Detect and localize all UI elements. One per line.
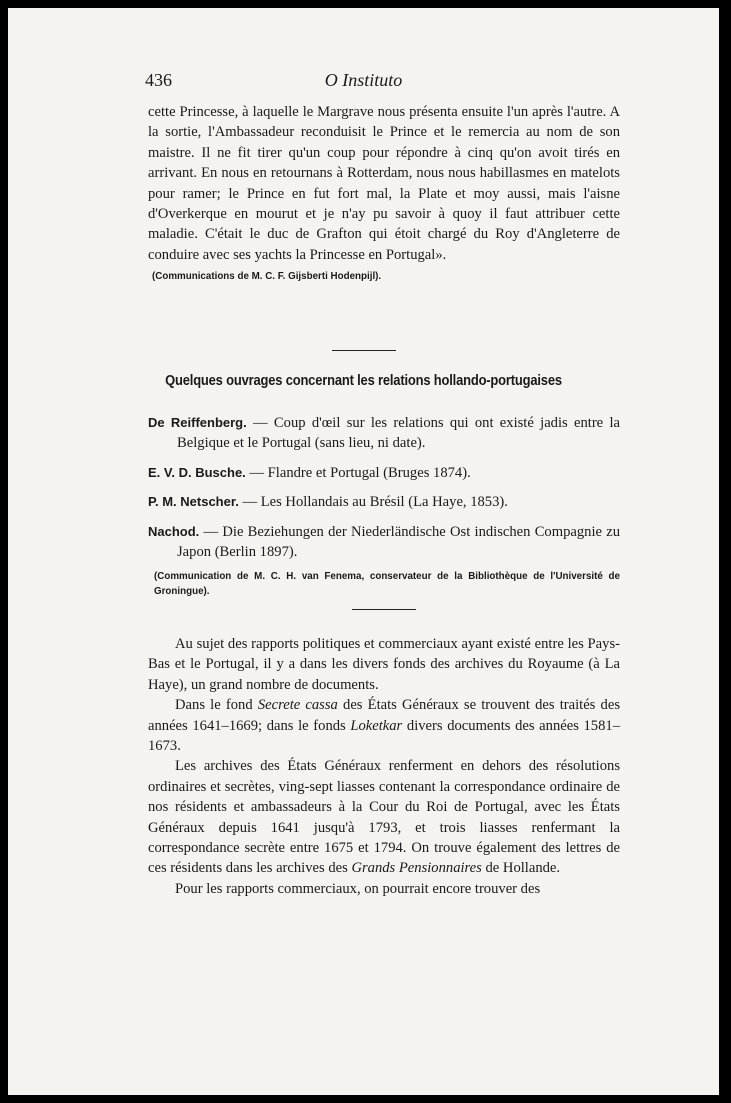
entry-text: — Die Beziehungen der Niederländische Ost indischen Compagnie zu Japon (Berlin 1897). [177,523,620,561]
document-page [8,8,719,1095]
bibliography-entry [148,492,620,512]
entry-author: De Reiffenberg. [148,415,247,430]
running-title: O Instituto [324,70,403,90]
bibliography-entry [148,463,620,483]
section-divider-top [332,350,396,351]
entry-author: P. M. Netscher. [148,494,239,510]
text-run: Dans le fond [175,697,258,714]
italic-run: Grands Pensionnaires [351,860,482,877]
closing-paragraph-1: Au sujet des rapports politiques et commerciaux ayant existé entre les Pays-Bas et le Portugal, il y a dans les divers fonds des archives du Royaume (à La Haye), un grand nombre de documents. [148,636,620,693]
text-run: Les archives des États Généraux renferment en dehors des résolutions ordinaires et secrètes, ving-sept liasses contenant la correspondance ordinaire de nos résidents et ambassadeurs à la Cour du Roi de Portugal, avec les États Généraux depuis 1641 jusqu'à 1793, et trois liasses renfermant la correspondance secrète entre 1675 et 1794. On trouve également des lettres de ces résidents dans les archives des [148,758,620,877]
entry-author: E. V. D. Busche. [148,464,246,480]
section-title: Quelques ouvrages concernant les relations hollando-portugaises [165,373,562,389]
entry-text: — Coup d'œil sur les relations qui ont existé jadis entre la Belgique et le Portugal (sans lieu, ni date). [177,415,620,452]
italic-run: Loketkar [350,717,403,734]
closing-block [148,634,620,899]
entry-text: — Les Hollandais au Brésil (La Haye, 1853). [238,494,508,511]
page-header [8,66,719,96]
section-note: (Communication de M. C. H. van Fenema, conservateur de la Bibliothèque de l'Université de Groningue). [154,571,620,598]
text-run: divers documents des années 1581–1673. [148,717,620,755]
page-number: 436 [145,70,172,90]
closing-paragraph-4: Pour les rapports commerciaux, on pourrait encore trouver des [175,880,541,897]
bibliography-entry [148,522,620,563]
intro-note: (Communications de M. C. F. Gijsberti Hodenpijl). [152,271,382,283]
intro-paragraph: cette Princesse, à laquelle le Margrave nous présenta ensuite l'un après l'autre. A la sortie, l'Ambassadeur reconduisit le Prince et le remercia au nom de son maistre. Il ne fit tirer qu'un coup pour répondre à cinq qu'on avoit tirés en arrivant. En nous en retournans à Rotterdam, nous nous habillasmes en matelots pour ramer; le Prince en fut fort mal, la Plate et moy aussi, mais l'aisne d'Overkerque en mourut et je n'ay pu savoir à quoy il faut attribuer cette maladie. C'était le duc de Grafton qui étoit chargé du Roy d'Angleterre de conduire avec ses yachts la Princesse en Portugal». [148,104,620,263]
text-run: de Hollande. [481,860,561,877]
entry-text: — Flandre et Portugal (Bruges 1874). [245,464,471,481]
section-divider-bottom [352,609,416,610]
entry-author: Nachod. [148,523,200,539]
bibliography-entry [148,413,620,454]
closing-paragraph-3 [148,756,620,878]
intro-block [148,102,620,284]
bibliography-list [148,413,620,599]
text-run: des États Généraux se trouvent des traités des années 1641–1669; dans le fonds [148,697,620,734]
closing-paragraph-2 [148,695,620,756]
italic-run: Secrete cassa [257,697,338,714]
